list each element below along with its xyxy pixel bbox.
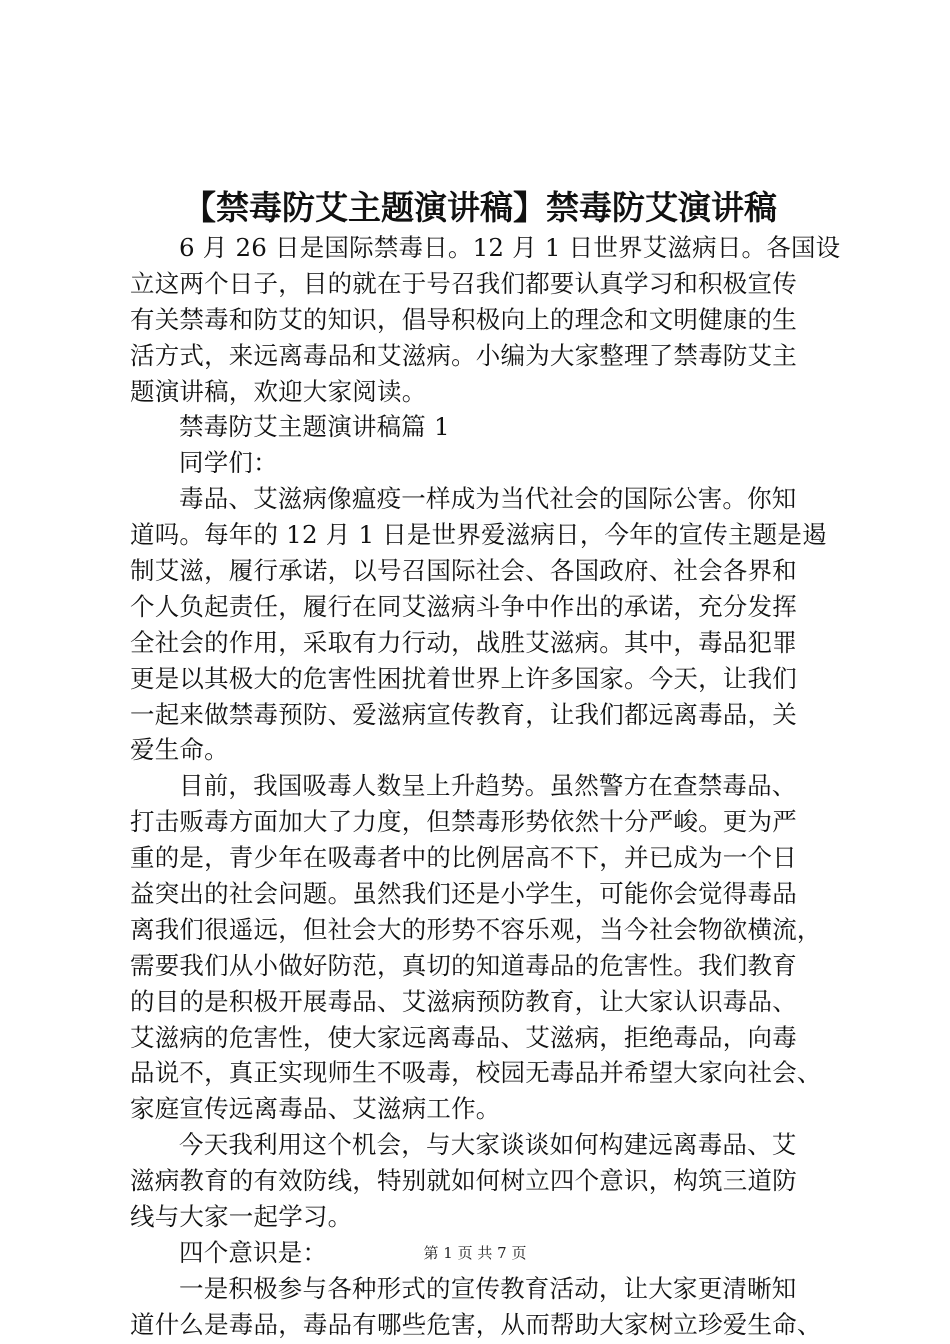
section-heading: 禁毒防艾主题演讲稿篇 1: [179, 412, 450, 442]
text-line: 一起来做禁毒预防、爱滋病宣传教育，让我们都远离毒品，关: [130, 699, 797, 729]
text-line: 一是积极参与各种形式的宣传教育活动，让大家更清晰知: [179, 1273, 797, 1303]
text-line: 线与大家一起学习。: [130, 1202, 353, 1232]
text-line: 道什么是毒品，毒品有哪些危害，从而帮助大家树立珍爱生命、: [130, 1309, 822, 1339]
text-line: 题演讲稿，欢迎大家阅读。: [130, 376, 427, 406]
text-line: 的目的是积极开展毒品、艾滋病预防教育，让大家认识毒品、: [130, 986, 797, 1016]
text-line: 道吗。每年的 12 月 1 日是世界爱滋病日，今年的宣传主题是遏: [130, 520, 827, 550]
text-line: 家庭宣传远离毒品、艾滋病工作。: [130, 1094, 501, 1124]
text-line: 全社会的作用，采取有力行动，战胜艾滋病。其中，毒品犯罪: [130, 627, 797, 657]
text-line: 品说不，真正实现师生不吸毒，校园无毒品并希望大家向社会、: [130, 1058, 822, 1088]
text-line: 活方式，来远离毒品和艾滋病。小编为大家整理了禁毒防艾主: [130, 340, 797, 370]
text-line: 毒品、艾滋病像瘟疫一样成为当代社会的国际公害。你知: [179, 484, 797, 514]
text-line: 制艾滋，履行承诺，以号召国际社会、各国政府、社会各界和: [130, 556, 797, 586]
text-line: 滋病教育的有效防线，特别就如何树立四个意识，构筑三道防: [130, 1166, 797, 1196]
document-body: [130, 230, 841, 1343]
document-title: 【禁毒防艾主题演讲稿】禁毒防艾演讲稿: [183, 188, 777, 227]
text-line: 6 月 26 日是国际禁毒日。12 月 1 日世界艾滋病日。各国设: [179, 233, 841, 262]
text-line: 更是以其极大的危害性困扰着世界上许多国家。今天，让我们: [130, 663, 797, 693]
text-line: 今天我利用这个机会，与大家谈谈如何构建远离毒品、艾: [179, 1130, 797, 1160]
text-line: 有关禁毒和防艾的知识，倡导积极向上的理念和文明健康的生: [130, 304, 797, 334]
text-line: 个人负起责任，履行在同艾滋病斗争中作出的承诺，充分发挥: [130, 591, 797, 621]
text-line: 重的是，青少年在吸毒者中的比例居高不下，并已成为一个日: [130, 843, 797, 873]
text-line: 益突出的社会问题。虽然我们还是小学生，可能你会觉得毒品: [130, 879, 797, 909]
text-line: 立这两个日子，目的就在于号召我们都要认真学习和积极宣传: [130, 268, 797, 298]
text-line: 爱生命。: [130, 735, 229, 765]
text-line: 离我们很遥远，但社会大的形势不容乐观，当今社会物欲横流，: [130, 914, 822, 944]
text-line: 目前，我国吸毒人数呈上升趋势。虽然警方在查禁毒品、: [179, 771, 797, 801]
text-line: 艾滋病的危害性，使大家远离毒品、艾滋病，拒绝毒品，向毒: [130, 1022, 797, 1052]
text-line: 打击贩毒方面加大了力度，但禁毒形势依然十分严峻。更为严: [130, 807, 797, 837]
text-line: 四个意识是：: [179, 1237, 328, 1267]
salutation: 同学们：: [179, 448, 278, 478]
text-line: 需要我们从小做好防范，真切的知道毒品的危害性。我们教育: [130, 950, 797, 980]
page-number-footer: 第 1 页 共 7 页: [423, 1244, 527, 1262]
